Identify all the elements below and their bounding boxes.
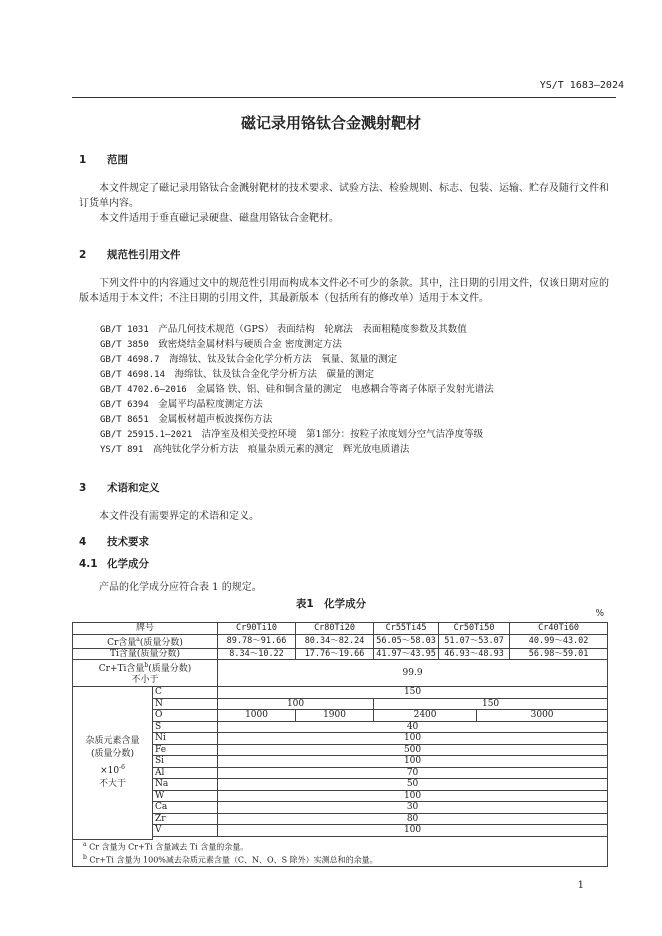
table-unit: % — [595, 609, 604, 619]
section-4-1-heading: 4.1 化学成分 — [79, 558, 149, 570]
reference-title: 金属板材超声板波探伤方法 — [158, 414, 273, 425]
reference-code: GB/T 25915.1—2021 — [100, 430, 193, 440]
grade-5: Cr40Ti60 — [510, 623, 608, 635]
ti-value-3: 41.97～43.95 — [374, 648, 439, 660]
reference-item — [100, 322, 467, 338]
reference-title: 洁净室及相关受控环境 第1部分：按粒子浓度划分空气洁净度等级 — [201, 429, 484, 440]
table-caption: 表1 化学成分 — [295, 598, 367, 610]
element-si: Si — [153, 756, 218, 768]
ti-value-4: 46.93～48.93 — [439, 648, 510, 660]
cr-value-1: 89.78～91.66 — [218, 634, 296, 648]
element-w: W — [153, 790, 218, 802]
value-fe: 500 — [218, 744, 608, 756]
value-al: 70 — [218, 767, 608, 779]
value-ca: 30 — [218, 802, 608, 814]
footnote-b: $^b$ Cr+Ti 含量为 100%减去杂质元素含量（C、N、O、S 除外）实测总和的余量。 — [73, 853, 608, 867]
reference-item — [100, 382, 494, 398]
reference-code: GB/T 4698.7 — [100, 355, 160, 365]
table-row-v — [73, 825, 608, 837]
reference-item — [100, 337, 342, 353]
element-al: Al — [153, 767, 218, 779]
impurity-label: 杂质元素含量 (质量分数) $\times 10^{-6}$ 不大于 — [73, 687, 153, 840]
grade-2: Cr80Ti20 — [296, 623, 374, 635]
value-na: 50 — [218, 779, 608, 791]
element-n: N — [153, 698, 218, 710]
value-ni: 100 — [218, 733, 608, 745]
value-o-4: 3000 — [477, 710, 608, 722]
section-2-paragraph-1: 下列文件中的内容通过文中的规范性引用而构成本文件必不可少的条款。其中，注日期的引用文件，仅该日期对应的版本适用于本文件；不注日期的引用文件，其最新版本（包括所有的修改单）适用于本文件。 — [79, 278, 609, 304]
ti-value-2: 17.76～19.66 — [296, 648, 374, 660]
value-v: 100 — [218, 825, 608, 837]
value-o-2: 1900 — [296, 710, 374, 722]
table-row-n — [73, 698, 608, 710]
table-row-si — [73, 756, 608, 768]
grade-3: Cr55Ti45 — [374, 623, 439, 635]
reference-title: 海绵钛、钛及钛合金化学分析方法 碳量的测定 — [174, 369, 375, 380]
reference-code: GB/T 4698.14 — [100, 370, 166, 380]
value-w: 100 — [218, 790, 608, 802]
section-3-heading: 3 术语和定义 — [79, 482, 160, 494]
table-row-zr — [73, 813, 608, 825]
reference-title: 产品几何技术规范（GPS） 表面结构 轮廓法 表面粗糙度参数及其数值 — [158, 324, 467, 335]
cr-label: Cr含量$^a$(质量分数) — [73, 634, 218, 648]
ti-value-1: 8.34～10.22 — [218, 648, 296, 660]
reference-item — [100, 352, 397, 368]
page-number: 1 — [577, 880, 584, 891]
chemical-composition-table — [72, 622, 608, 867]
value-c: 150 — [218, 687, 608, 699]
value-n-1: 100 — [218, 698, 374, 710]
reference-title: 金属铬 铁、铝、硅和铜含量的测定 电感耦合等离子体原子发射光谱法 — [196, 384, 494, 395]
table-row-c — [73, 687, 608, 699]
element-o: O — [153, 710, 218, 722]
cr-value-2: 80.34～82.24 — [296, 634, 374, 648]
table-row-ti — [73, 648, 608, 660]
reference-code: YS/T 891 — [100, 445, 144, 455]
reference-item — [100, 397, 263, 413]
element-s: S — [153, 721, 218, 733]
value-o-3: 2400 — [374, 710, 477, 722]
crti-value: 99.9 — [218, 660, 608, 687]
crti-label: Cr+Ti含量$^b$(质量分数) 不小于 — [73, 660, 218, 687]
reference-item — [100, 442, 409, 458]
table-row-o — [73, 710, 608, 722]
section-4-1-paragraph: 产品的化学成分应符合表 1 的规定。 — [99, 582, 262, 593]
value-o-1: 1000 — [218, 710, 296, 722]
section-2-heading: 2 规范性引用文件 — [79, 249, 181, 261]
element-ca: Ca — [153, 802, 218, 814]
reference-code: GB/T 3850 — [100, 340, 149, 350]
reference-title: 高纯钛化学分析方法 痕量杂质元素的测定 辉光放电质谱法 — [152, 444, 410, 455]
element-fe: Fe — [153, 744, 218, 756]
value-zr: 80 — [218, 813, 608, 825]
value-si: 100 — [218, 756, 608, 768]
cr-value-3: 56.05～58.03 — [374, 634, 439, 648]
table-row-w — [73, 790, 608, 802]
grade-4: Cr50Ti50 — [439, 623, 510, 635]
cr-value-4: 51.07～53.07 — [439, 634, 510, 648]
element-v: V — [153, 825, 218, 837]
reference-code: GB/T 1031 — [100, 325, 149, 335]
footnote-a-row — [73, 840, 608, 853]
table-row-s — [73, 721, 608, 733]
section-1-heading: 1 范围 — [79, 154, 128, 166]
reference-item — [100, 367, 374, 383]
ti-value-5: 56.98～59.01 — [510, 648, 608, 660]
footnote-a: $^a$ Cr 含量为 Cr+Ti 含量减去 Ti 含量的余量。 — [73, 840, 608, 853]
reference-title: 致密烧结金属材料与硬质合金 密度测定方法 — [158, 339, 342, 350]
value-n-2: 150 — [374, 698, 608, 710]
section-1-paragraph-2: 本文件适用于垂直磁记录硬盘、磁盘用铬钛合金靶材。 — [99, 213, 339, 224]
document-title: 磁记录用铬钛合金溅射靶材 — [240, 114, 421, 132]
table-row-fe — [73, 744, 608, 756]
document-code: YS/T 1683—2024 — [539, 80, 624, 91]
cr-value-5: 40.99～43.02 — [510, 634, 608, 648]
reference-code: GB/T 6394 — [100, 400, 149, 410]
grade-1: Cr90Ti10 — [218, 623, 296, 635]
header-rule — [72, 97, 616, 98]
element-zr: Zr — [153, 813, 218, 825]
table-row-ca — [73, 802, 608, 814]
table-row-na — [73, 779, 608, 791]
grade-label: 牌号 — [73, 623, 218, 635]
section-3-paragraph-1: 本文件没有需要界定的术语和定义。 — [99, 511, 259, 522]
section-4-heading: 4 技术要求 — [79, 536, 149, 548]
table-row-grade — [73, 623, 608, 635]
reference-code: GB/T 4702.6—2016 — [100, 385, 187, 395]
reference-item — [100, 412, 272, 428]
section-1-paragraph-1: 本文件规定了磁记录用铬钛合金溅射靶材的技术要求、试验方法、检验规则、标志、包装、运输、贮存及随行文件和订货单内容。 — [79, 183, 609, 209]
table-row-cr — [73, 634, 608, 648]
reference-item — [100, 427, 483, 443]
value-s: 40 — [218, 721, 608, 733]
ti-label: Ti含量(质量分数) — [73, 648, 218, 660]
table-row-crti — [73, 660, 608, 687]
table-row-al — [73, 767, 608, 779]
table-row-ni — [73, 733, 608, 745]
reference-title: 金属平均晶粒度测定方法 — [158, 399, 263, 410]
reference-code: GB/T 8651 — [100, 415, 149, 425]
element-na: Na — [153, 779, 218, 791]
reference-title: 海绵钛、钛及钛合金化学分析方法 氧量、氮量的测定 — [169, 354, 398, 365]
element-c: C — [153, 687, 218, 699]
footnote-b-row — [73, 853, 608, 867]
element-ni: Ni — [153, 733, 218, 745]
